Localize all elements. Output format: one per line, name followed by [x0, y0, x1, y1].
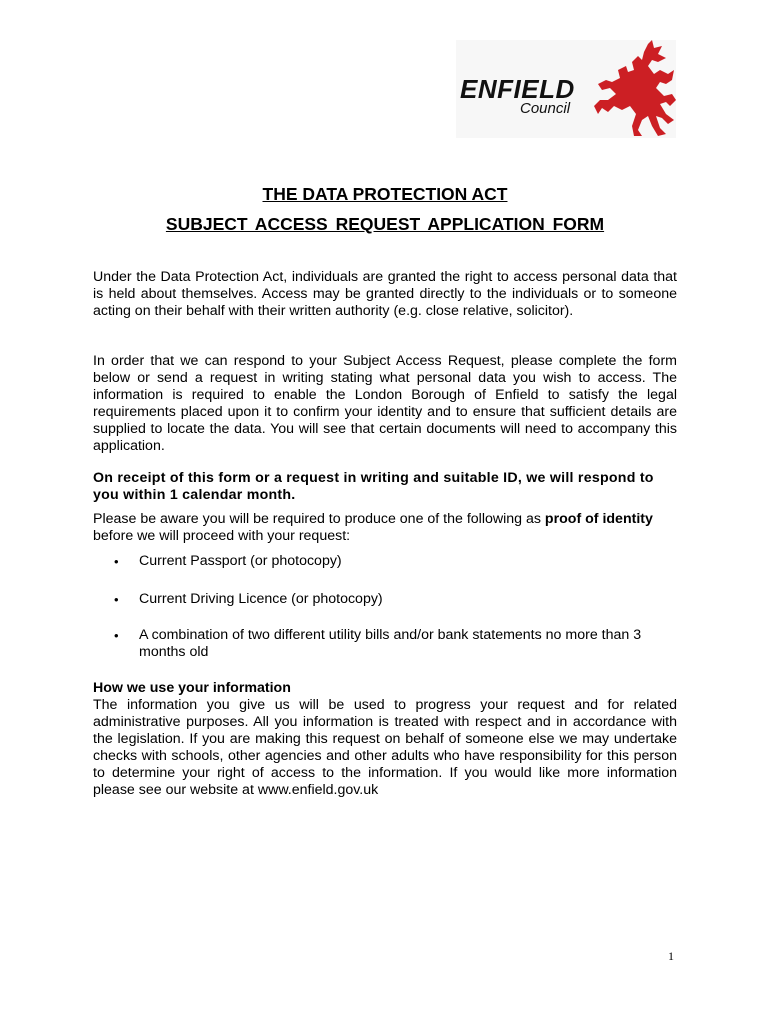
page-title: THE DATA PROTECTION ACT: [262, 184, 508, 204]
aware-text-end: before we will proceed with your request:: [93, 528, 351, 544]
enfield-council-logo: [456, 40, 676, 138]
logo-subtitle: Council: [520, 100, 571, 117]
bullet-icon: •: [114, 554, 119, 569]
aware-text-start: Please be aware you will be required to produce one of the following as: [93, 511, 545, 527]
intro-paragraph: Under the Data Protection Act, individuals are granted the right to access personal data that is held about themselves. Access may be granted directly to the individuals or to someone acting on their behalf with their written authority (e.g. close relative, solicitor).: [93, 269, 677, 319]
dragon-icon: [588, 40, 678, 138]
list-item-text: A combination of two different utility bills and/or bank statements no more than 3 months old: [139, 627, 642, 660]
aware-text-bold: proof of identity: [544, 511, 653, 527]
bullet-icon: •: [114, 592, 119, 607]
logo-wordmark: ENFIELD: [460, 74, 575, 104]
list-item-text: Current Driving Licence (or photocopy): [139, 591, 383, 607]
bullet-icon: •: [114, 628, 119, 643]
list-item-text: Current Passport (or photocopy): [139, 553, 342, 569]
receipt-notice: On receipt of this form or a request in writing and suitable ID, we will respond to you within 1 calendar month.: [93, 470, 654, 503]
page-number: 1: [668, 949, 674, 963]
dragon-body: [594, 40, 676, 136]
respond-paragraph: In order that we can respond to your Subject Access Request, please complete the form below or send a request in writing stating what personal data you wish to access. The information is required to enable the London Borough of Enfield to satisfy the legal requirements placed upon it to confirm your identity and to ensure that sufficient details are supplied to locate the data. You will see that certain documents will need to accompany this application.: [93, 353, 677, 454]
usage-paragraph: The information you give us will be used to progress your request and for related administrative purposes. All you information is treated with respect and in accordance with the legislation. If you are making this request on behalf of someone else we may undertake checks with schools, other agencies and other adults who have responsibility for this person to determine your right of access to the information. If you would like more information please see our website at www.enfield.gov.uk: [93, 697, 677, 798]
page-subtitle: SUBJECT ACCESS REQUEST APPLICATION FORM: [165, 214, 605, 234]
proof-of-identity-paragraph: [93, 511, 677, 545]
usage-heading: How we use your information: [93, 680, 291, 696]
